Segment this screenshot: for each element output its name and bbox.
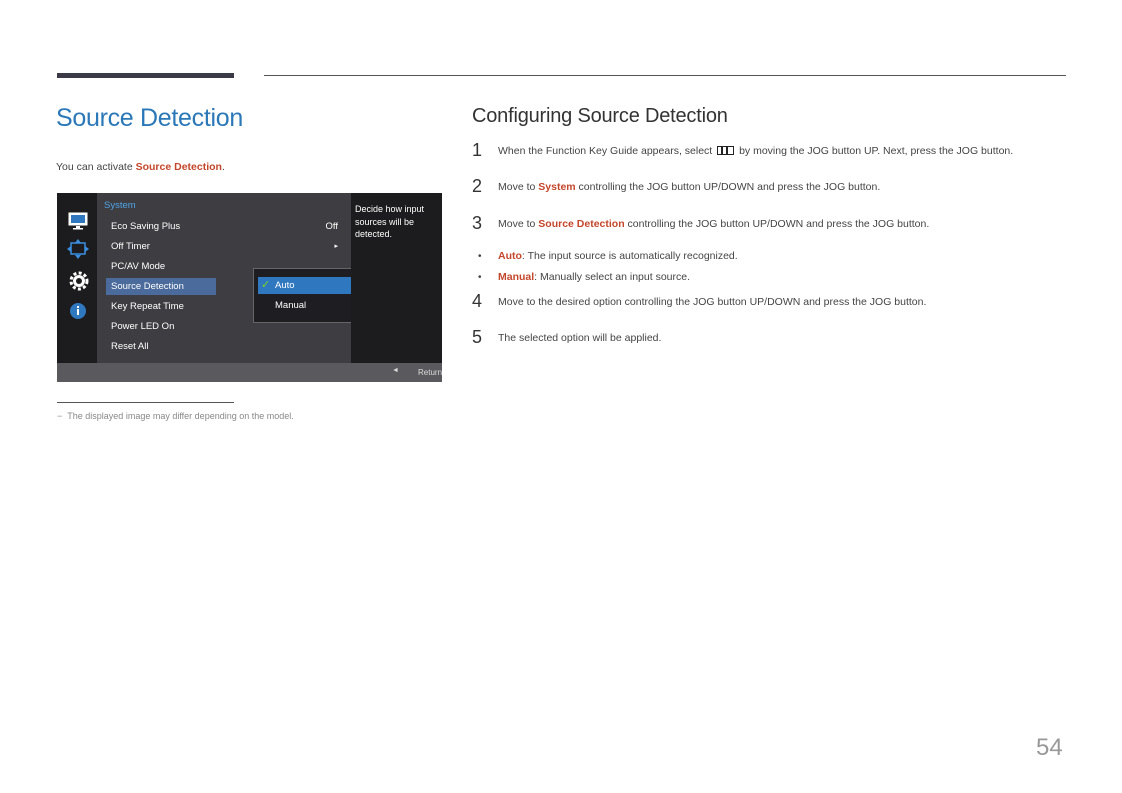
osd-item-label: PC/AV Mode [111, 261, 166, 272]
step-number: 4 [472, 291, 483, 311]
bullet-text [498, 250, 738, 262]
page-number: 54 [1036, 734, 1063, 761]
bullet-desc: : The input source is automatically recognized. [521, 250, 738, 262]
step-text-pre: When the Function Key Guide appears, select [498, 145, 713, 157]
section-title: Configuring Source Detection [472, 105, 728, 127]
bullet-term: Manual [498, 271, 535, 283]
osd-bottom-bar [57, 363, 442, 382]
osd-item-eco-saving-plus[interactable] [106, 218, 346, 235]
footnote [57, 411, 294, 421]
step-text: The selected option will be applied. [498, 332, 662, 344]
step-text-pre: Move to [498, 218, 539, 230]
bullet-marker: • [478, 272, 482, 283]
step-number: 5 [472, 327, 483, 347]
bullet-text [498, 271, 690, 283]
step-text-post: controlling the JOG button UP/DOWN and press the JOG button. [624, 218, 930, 230]
osd-submenu-label: Auto [275, 280, 295, 291]
osd-item-label: Source Detection [111, 281, 184, 292]
osd-item-label: Eco Saving Plus [111, 221, 181, 232]
osd-category-label: System [104, 200, 136, 211]
intro-text [56, 161, 225, 173]
page-title: Source Detection [56, 104, 243, 132]
step-number: 2 [472, 176, 483, 196]
osd-item-value: Off [325, 221, 338, 232]
submenu-arrow-icon: ▸ [334, 243, 338, 250]
footnote-text: The displayed image may differ depending on the model. [67, 411, 294, 421]
osd-item-off-timer[interactable] [106, 238, 346, 255]
step-emphasis: Source Detection [538, 218, 625, 230]
osd-item-label: Key Repeat Time [111, 301, 184, 312]
resize-arrows-icon [67, 239, 89, 259]
bullet-marker: • [478, 251, 482, 262]
step-text: Move to the desired option controlling the JOG button UP/DOWN and press the JOG button. [498, 296, 927, 308]
step-text [498, 145, 1013, 157]
checkmark-icon: ✓ [261, 279, 271, 291]
step-text [498, 181, 880, 193]
intro-prefix: You can activate [56, 161, 136, 173]
header-rule-thick [57, 73, 234, 78]
intro-emphasis: Source Detection [135, 161, 222, 173]
bullet-term: Auto [498, 250, 522, 262]
osd-submenu-label: Manual [275, 300, 307, 311]
osd-item-label: Reset All [111, 341, 149, 352]
osd-help-panel [351, 193, 442, 363]
footnote-dash: − [57, 411, 63, 421]
footnote-rule [57, 402, 234, 403]
bullet-desc: : Manually select an input source. [534, 271, 691, 283]
osd-main-panel [97, 193, 351, 363]
intro-suffix: . [221, 161, 225, 173]
osd-item-reset-all[interactable] [106, 338, 346, 355]
gear-icon [67, 269, 89, 289]
step-text [498, 218, 929, 230]
osd-help-text: Decide how input sources will be detected. [355, 204, 425, 239]
step-text-post: by moving the JOG button UP. Next, press the JOG button. [739, 145, 1014, 157]
osd-return-label[interactable]: Return [418, 368, 443, 377]
step-text-post: controlling the JOG button UP/DOWN and press the JOG button. [575, 181, 881, 193]
return-arrow-icon: ◄ [392, 367, 399, 374]
osd-item-label: Off Timer [111, 241, 150, 252]
step-number: 3 [472, 213, 483, 233]
info-icon [67, 301, 89, 321]
osd-item-label: Power LED On [111, 321, 175, 332]
step-number: 1 [472, 140, 483, 160]
function-key-guide-icon [717, 146, 734, 155]
osd-item-source-detection[interactable] [106, 278, 216, 295]
osd-menu-screenshot [57, 193, 442, 382]
monitor-icon [67, 211, 89, 231]
osd-icon-column [57, 193, 97, 363]
header-rule-thin [264, 75, 1066, 76]
step-text-pre: Move to [498, 181, 539, 193]
step-emphasis: System [538, 181, 576, 193]
